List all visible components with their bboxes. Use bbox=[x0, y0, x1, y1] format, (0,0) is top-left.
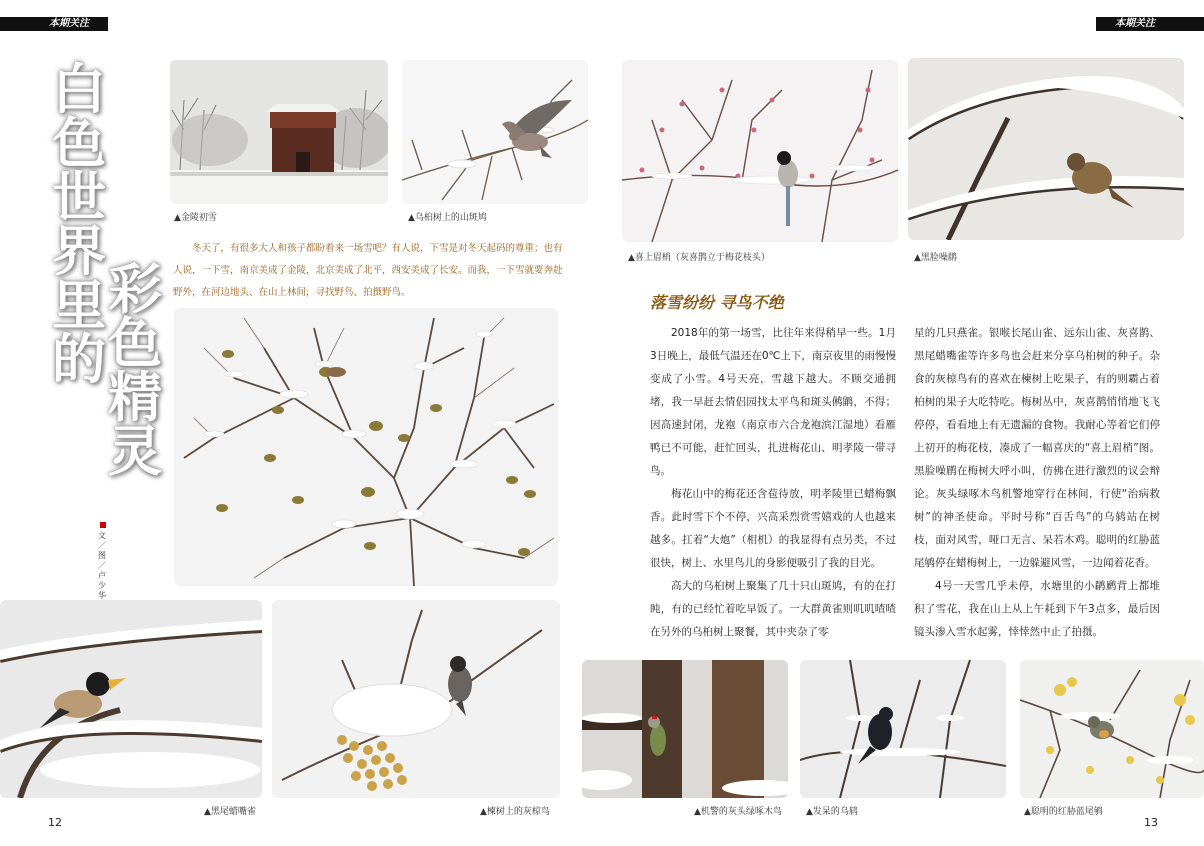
byline-marker bbox=[100, 522, 106, 528]
caption-babbler: ▲黑脸噪鹛 bbox=[914, 253, 957, 263]
byline: 文／图／卢少华 bbox=[98, 522, 110, 601]
header-tag-right: 本期关注 bbox=[1115, 18, 1155, 29]
caption-jinling: ▲金陵初雪 bbox=[174, 213, 217, 223]
photo-babbler bbox=[908, 58, 1184, 240]
caption-starling: ▲楝树上的灰椋鸟 bbox=[480, 807, 550, 817]
photo-drongo bbox=[800, 660, 1006, 798]
title-column-1: 白 色 世 界 里 的 bbox=[52, 57, 106, 391]
page-number-right: 13 bbox=[1144, 816, 1158, 829]
caption-drongo: ▲发呆的乌鸫 bbox=[806, 807, 858, 817]
body-paragraph: 星的几只燕雀。银喉长尾山雀、远东山雀、灰喜鹊、黑尾蜡嘴雀等许多鸟也会赶来分享乌桕树的种子。杂食的灰椋鸟有的喜欢在楝树上吃果子，有的则霸占着柏树的果子大吃特吃。梅树丛中，灰喜鹊悄悄地飞飞停停，看看地上有无遗漏的食物。我耐心等着它们停上初开的梅花枝，凑成了一幅喜庆的“喜上眉梢”图。黑脸噪鹛在梅树大呼小叫，仿佛在进行激烈的议会辩论。灰头绿啄木鸟机警地穿行在林间，行使“治病救树”的神圣使命。平时号称“百舌鸟”的乌鸫站在树枝，面对风雪，哑口无言、呆若木鸡。聪明的红胁蓝尾鸲停在蜡梅树上，一边躲避风雪，一边闻着花香。 bbox=[914, 327, 1160, 569]
photo-robin bbox=[1020, 660, 1204, 798]
body-paragraph: 梅花山中的梅花还含苞待放，明孝陵里已蜡梅飘香。此时雪下个不停，兴高采烈赏雪嬉戏的人也越来越多。扛着“大炮”（相机）的我显得有点另类，不过很快，树上、水里鸟儿的身影便吸引了我的目光。 bbox=[650, 488, 896, 569]
photo-starling bbox=[272, 600, 560, 798]
intro-paragraph: 冬天了，有很多大人和孩子都盼着来一场雪吧？有人说，下雪是对冬天起码的尊重；也有人说，一下雪，南京美成了金陵，北京美成了北平，西安美成了长安。而我，一下雪就要奔赴野外，在河边地头、在山上林间，寻找野鸟、拍摄野鸟。 bbox=[173, 243, 563, 298]
section-subtitle: 落雪纷纷 寻鸟不绝 bbox=[650, 293, 784, 312]
caption-magpie: ▲喜上眉梢（灰喜鹊立于梅花枝头） bbox=[628, 253, 770, 263]
caption-woodpecker: ▲机警的灰头绿啄木鸟 bbox=[694, 807, 782, 817]
photo-jinling-snow bbox=[170, 60, 388, 204]
title-column-2: 彩 色 精 灵 bbox=[108, 257, 162, 483]
photo-woodpecker bbox=[582, 660, 788, 798]
body-paragraph: 高大的乌桕树上聚集了几十只山斑鸠，有的在打盹，有的已经忙着吃早饭了。一大群黄雀则叽叽喳喳在另外的乌桕树上聚餐，其中夹杂了零 bbox=[650, 580, 896, 638]
photo-birds-in-tree bbox=[174, 308, 558, 586]
header-tag-left: 本期关注 bbox=[49, 18, 89, 29]
body-column-right bbox=[914, 322, 1160, 644]
caption-dove: ▲乌桕树上的山斑鸠 bbox=[408, 213, 487, 223]
body-paragraph: 4号一天雪几乎未停，水塘里的小䴙䴘背上都堆积了雪花，我在山上从上午耗到下午3点多，最后因镜头渗入雪水起雾，悻悻然中止了拍摄。 bbox=[914, 580, 1160, 638]
photo-dove bbox=[402, 60, 588, 204]
page-number-left: 12 bbox=[48, 816, 62, 829]
body-paragraph: 2018年的第一场雪，比往年来得稍早一些。1月3日晚上，最低气温还在0℃上下，南京夜里的雨慢慢变成了小雪。4号天亮，雪越下越大。不顾交通拥堵，我一早赶去情侣园找太平鸟和斑头鸺鹠，不得；因高速封闭，龙袍（南京市六合龙袍滨江湿地）看雁鸭已不可能，赶忙回头，扎进梅花山、明孝陵一带寻鸟。 bbox=[650, 327, 896, 477]
photo-grosbeak bbox=[0, 600, 262, 798]
photo-magpie bbox=[622, 60, 898, 242]
caption-robin: ▲聪明的红胁蓝尾鸲 bbox=[1024, 807, 1103, 817]
caption-grosbeak: ▲黑尾蜡嘴雀 bbox=[204, 807, 256, 817]
body-column-left bbox=[650, 322, 896, 644]
